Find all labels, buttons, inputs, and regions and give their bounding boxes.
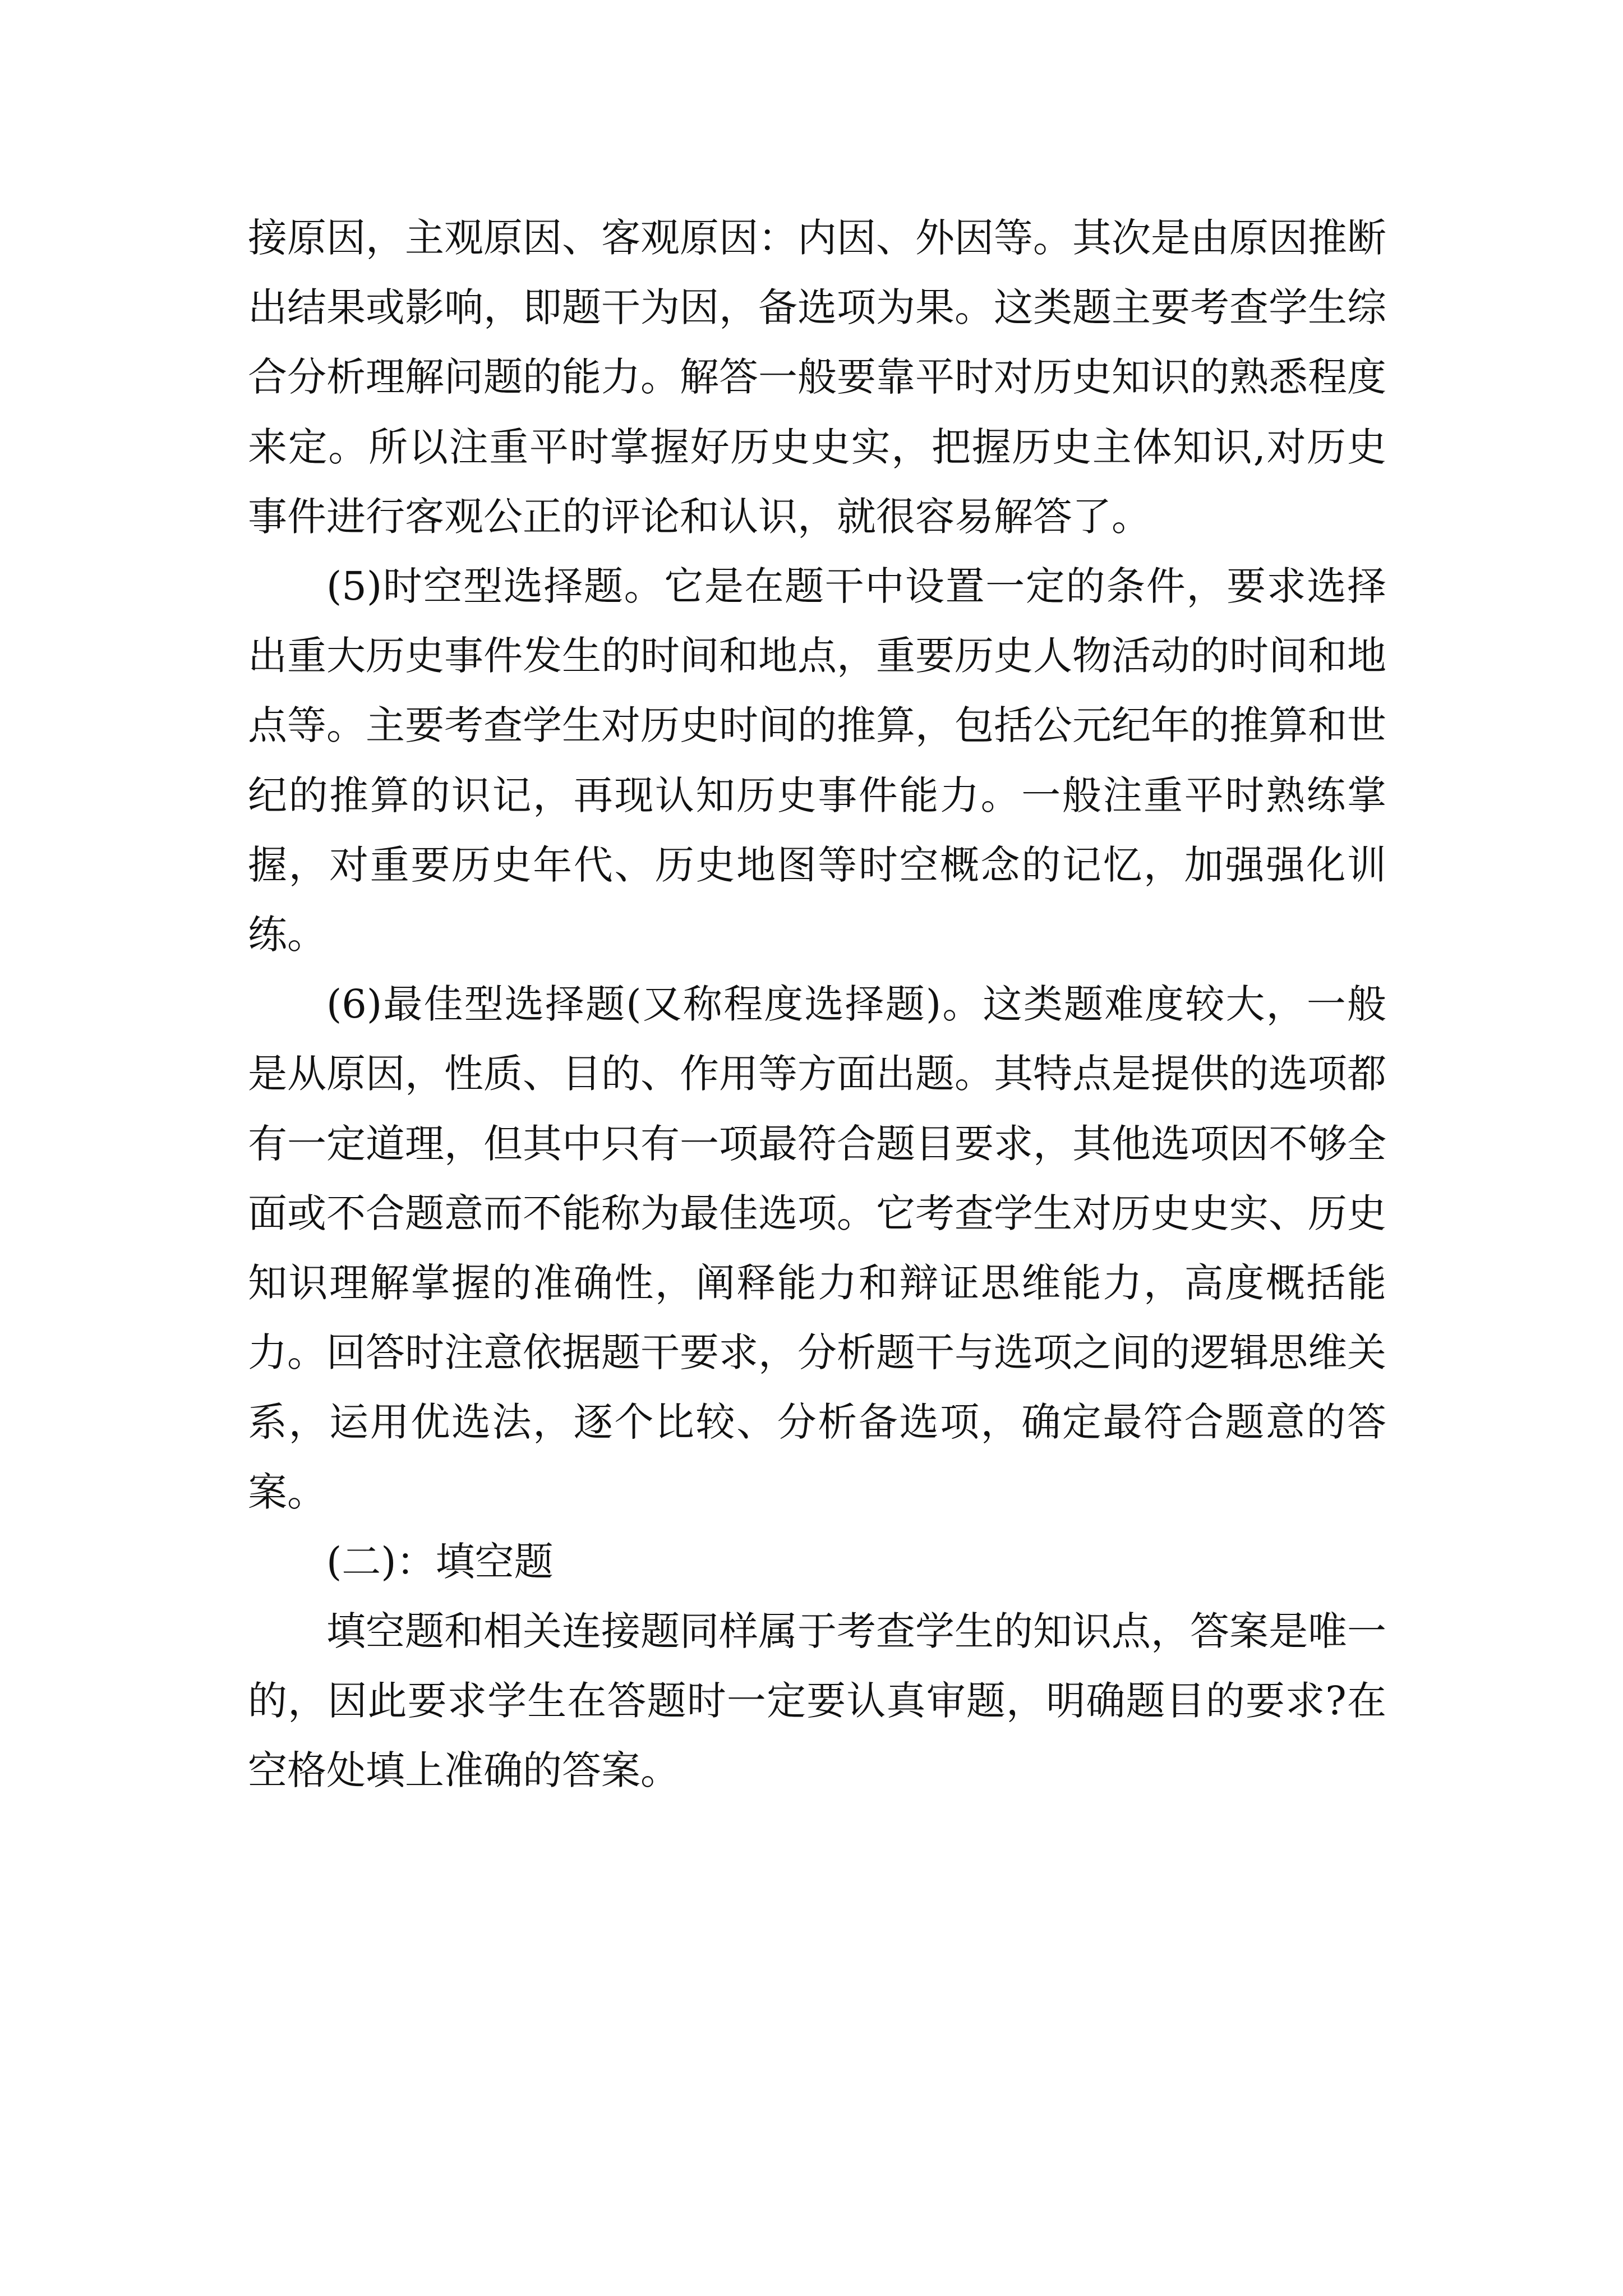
paragraph-causes-continued: 接原因，主观原因、客观原因：内因、外因等。其次是由原因推断出结果或影响，即题干为因，备选项为果。这类题主要考查学生综合分析理解问题的能力。解答一般要靠平时对历史知识的熟悉程度来定。所以注重平时掌握好历史史实，把握历史主体知识,对历史事件进行客观公正的评论和认识，就很容易解答了。	[248, 215, 1386, 540]
paragraph-spacetime-questions: (5)时空型选择题。它是在题干中设置一定的条件，要求选择出重大历史事件发生的时间和地点，重要历史人物活动的时间和地点等。主要考查学生对历史时间的推算，包括公元纪年的推算和世纪的推算的识记，再现认知历史事件能力。一般注重平时熟练掌握，对重要历史年代、历史地图等时空概念的记忆，加强强化训练。	[248, 563, 1386, 958]
paragraph-best-choice-questions: (6)最佳型选择题(又称程度选择题)。这类题难度较大，一般是从原因，性质、目的、作用等方面出题。其特点是提供的选项都有一定道理，但其中只有一项最符合题目要求，其他选项因不够全面或不合题意而不能称为最佳选项。它考查学生对历史史实、历史知识理解掌握的准确性，阐释能力和辩证思维能力，高度概括能力。回答时注意依据题干要求，分析题干与选项之间的逻辑思维关系，运用优选法，逐个比较、分析备选项，确定最符合题意的答案。	[248, 981, 1386, 1515]
section-heading-fill-in-blank: (二)：填空题	[326, 1538, 554, 1585]
paragraph-fill-in-blank: 填空题和相关连接题同样属于考查学生的知识点，答案是唯一的，因此要求学生在答题时一定要认真审题，明确题目的要求?在空格处填上准确的答案。	[248, 1608, 1386, 1794]
document-body	[248, 203, 1386, 1806]
